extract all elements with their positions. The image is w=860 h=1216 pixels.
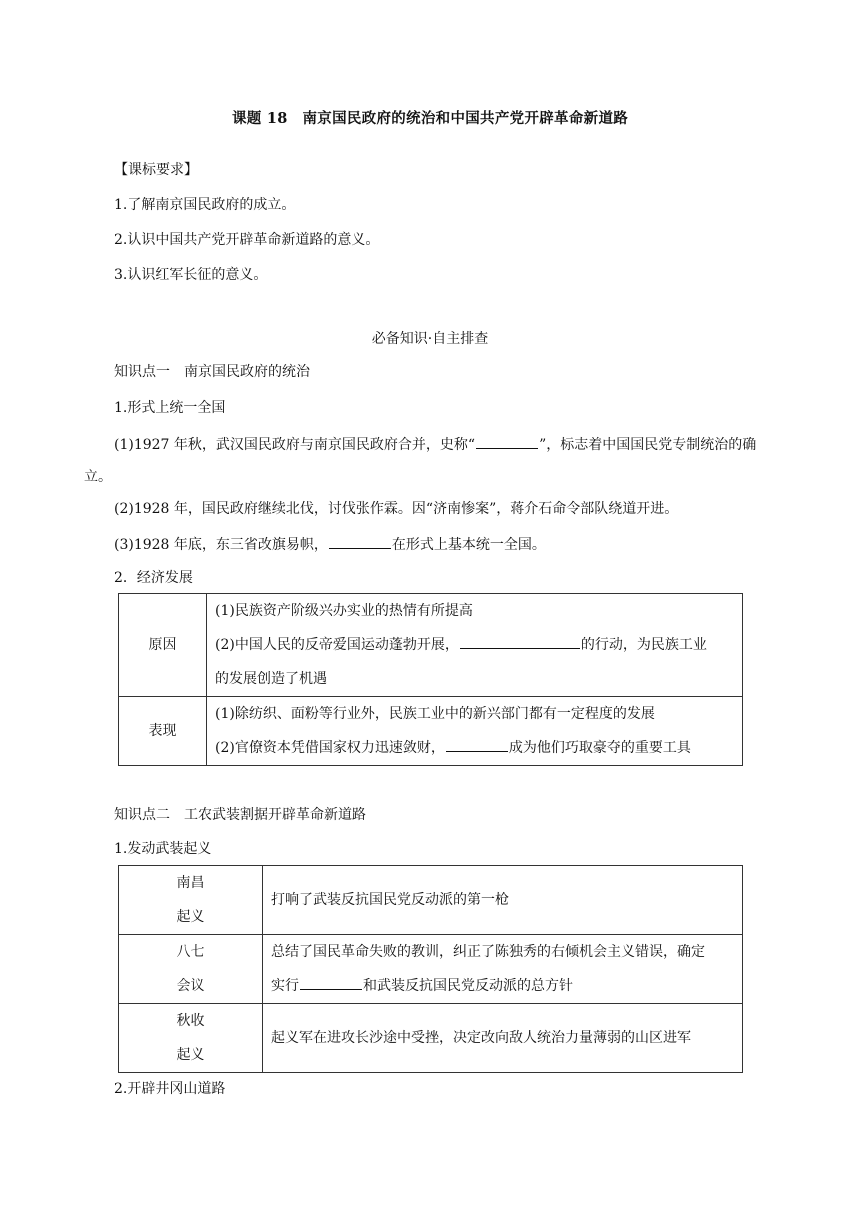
performance-line-2 [215,731,742,765]
uprising-table [118,865,743,1073]
curriculum-item-2: 2.认识中国共产党开辟革命新道路的意义。 [114,232,380,248]
table-row [119,697,743,766]
section-title: 必备知识·自主排查 [371,331,489,347]
cell-performance [207,697,743,766]
page-title: 课题 18 南京国民政府的统治和中国共产党开辟革命新道路 [231,110,629,127]
august-body-line-2-a: 实行 [271,978,299,994]
kp1-heading: 知识点一 南京国民政府的统治 [114,364,310,380]
cell-nanchang [263,866,743,935]
kp1-p1-text-b: ”，标志着中国国民党专制统治的确 [539,437,757,453]
curriculum-item-3: 3.认识红军长征的意义。 [114,267,268,283]
fill-blank[interactable] [329,533,391,549]
autumn-body: 起义军在进攻长沙途中受挫，决定改向敌人统治力量薄弱的山区进军 [271,1030,691,1046]
curriculum-heading: 【课标要求】 [114,162,198,178]
kp1-sub2: 2．经济发展 [114,570,193,586]
kp1-p1-text-c: 立。 [84,469,112,485]
kp1-sub1: 1.形式上统一全国 [114,400,226,416]
kp1-paragraph-2: (2)1928 年，国民政府继续北伐，讨伐张作霖。因“济南惨案”，蒋介石命令部队绕道开进。 [114,501,679,517]
table-row [119,935,743,1004]
autumn-head-line-1: 秋收 [176,1013,205,1029]
fill-blank[interactable] [460,633,580,649]
fill-blank[interactable] [446,736,508,752]
august-body-line-2 [271,969,742,1003]
economy-table [118,593,743,766]
fill-blank[interactable] [300,974,362,990]
august-head-line-2: 会议 [176,978,205,994]
kp1-paragraph-1 [84,433,780,487]
kp1-p3-text-b: 在形式上基本统一全国。 [391,537,546,553]
autumn-head-line-2: 起义 [176,1047,205,1063]
cell-head-nanchang [119,866,263,935]
kp2-sub1: 1.发动武装起义 [114,841,212,857]
august-body-line-2-b: 和武装反抗国民党反动派的总方针 [363,978,573,994]
table-row [119,594,743,697]
nanchang-head-line-1: 南昌 [176,875,205,891]
curriculum-item-1: 1.了解南京国民政府的成立。 [114,197,296,213]
nanchang-head-line-2: 起义 [176,909,205,925]
cell-autumn-harvest [263,1004,743,1073]
kp1-p3-text-a: (3)1928 年底，东三省改旗易帜， [114,537,328,553]
performance-line-2-a: (2)官僚资本凭借国家权力迅速敛财， [215,740,445,756]
august-body-line-1: 总结了国民革命失败的教训，纠正了陈独秀的右倾机会主义错误，确定 [271,944,705,960]
cell-head-autumn-harvest [119,1004,263,1073]
kp1-p1-text-a: (1)1927 年秋，武汉国民政府与南京国民政府合并，史称“ [114,437,476,453]
cell-head-cause: 原因 [119,594,207,697]
cause-line-1: (1)民族资产阶级兴办实业的热情有所提高 [215,603,473,619]
cause-line-3: 的发展创造了机遇 [215,671,327,687]
cell-august-seventh [263,935,743,1004]
cell-cause [207,594,743,697]
kp1-paragraph-3 [114,533,546,555]
cause-line-2 [215,628,742,662]
kp2-heading: 知识点二 工农武装割据开辟革命新道路 [114,807,366,823]
performance-line-1: (1)除纺织、面粉等行业外，民族工业中的新兴部门都有一定程度的发展 [215,706,655,722]
fill-blank[interactable] [476,433,538,449]
cell-head-august-seventh [119,935,263,1004]
cause-line-2-a: (2)中国人民的反帝爱国运动蓬勃开展， [215,637,459,653]
cause-line-2-b: 的行动，为民族工业 [580,637,707,653]
kp2-sub2: 2.开辟井冈山道路 [114,1081,226,1097]
table-row [119,1004,743,1073]
nanchang-body: 打响了武装反抗国民党反动派的第一枪 [271,892,509,908]
cell-head-performance: 表现 [119,697,207,766]
august-head-line-1: 八七 [176,944,205,960]
table-row [119,866,743,935]
performance-line-2-b: 成为他们巧取豪夺的重要工具 [508,740,691,756]
